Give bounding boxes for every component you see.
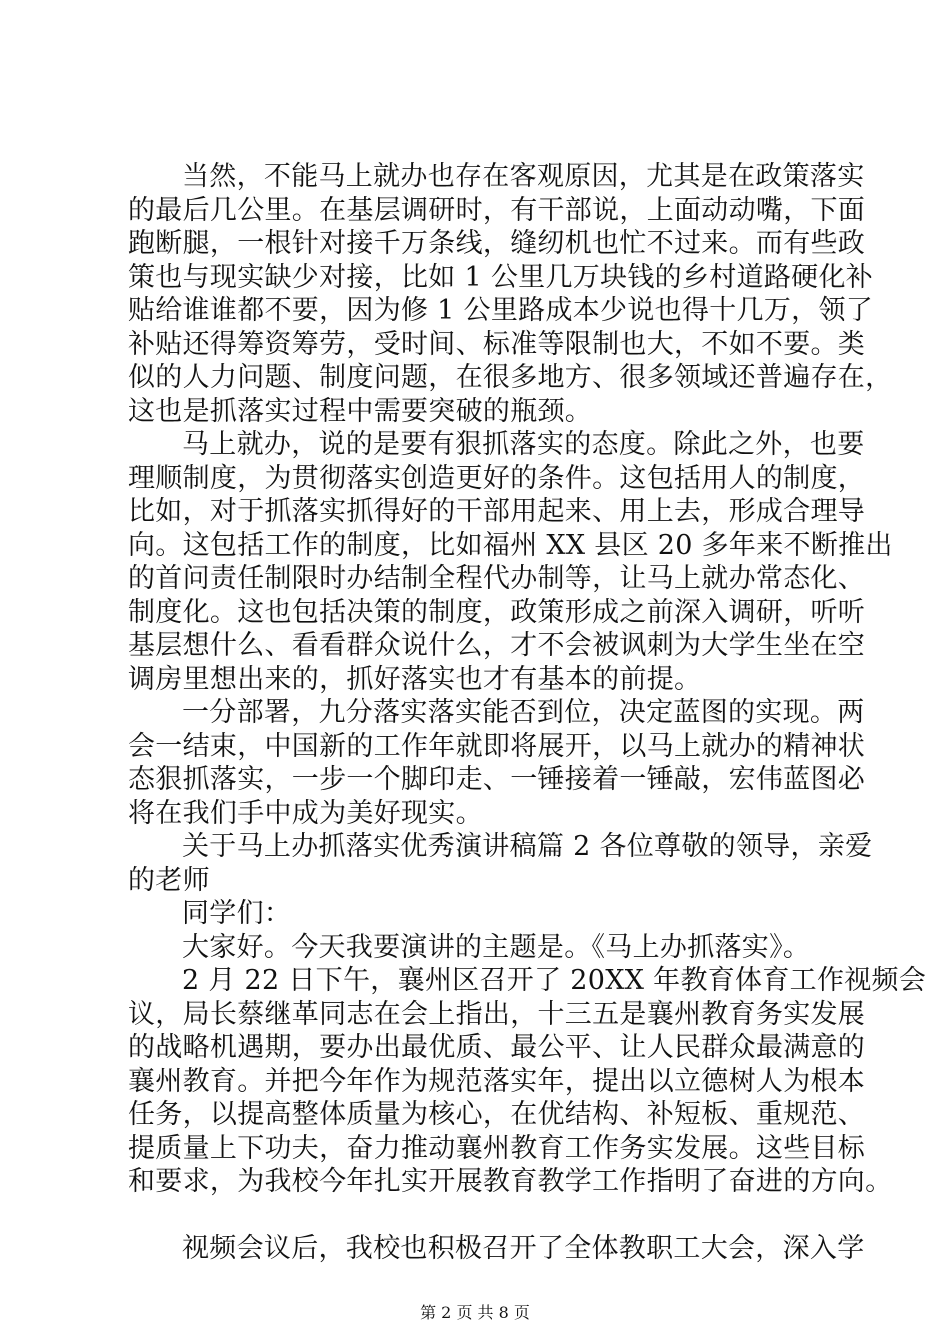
- text-line: 任务，以提高整体质量为核心，在优结构、补短板、重规范、: [128, 1099, 866, 1130]
- text-line: 议，局长蔡继革同志在会上指出，十三五是襄州教育务实发展: [128, 998, 866, 1030]
- text-line: 大家好。今天我要演讲的主题是。《马上办抓落实》。: [182, 931, 811, 963]
- text-line: 的老师: [128, 864, 210, 896]
- text-line: 的最后几公里。在基层调研时，有干部说，上面动动嘴，下面: [128, 194, 866, 226]
- text-line: 比如，对于抓落实抓得好的干部用起来、用上去，形成合理导: [128, 496, 866, 527]
- text-line: 马上就办，说的是要有狠抓落实的态度。除此之外，也要: [182, 429, 865, 460]
- text-line: 视频会议后，我校也积极召开了全体教职工大会，深入学: [182, 1232, 865, 1264]
- paragraph-gap: [128, 1199, 844, 1232]
- text-line: 制度化。这也包括决策的制度，政策形成之前深入调研，听听: [128, 596, 866, 628]
- text-line: 2 月 22 日下午，襄州区召开了 20XX 年教育体育工作视频会: [182, 965, 927, 996]
- text-line: 调房里想出来的，抓好落实也才有基本的前提。: [128, 663, 702, 695]
- text-line: 理顺制度，为贯彻落实创造更好的条件。这包括用人的制度，: [128, 462, 866, 494]
- text-line: 和要求，为我校今年扎实开展教育教学工作指明了奋进的方向。: [128, 1166, 893, 1197]
- text-line: 提质量上下功夫，奋力推动襄州教育工作务实发展。这些目标: [128, 1132, 866, 1164]
- text-line: 态狠抓落实，一步一个脚印走、一锤接着一锤敲，宏伟蓝图必: [128, 764, 866, 795]
- text-line: 一分部署，九分落实落实能否到位，决定蓝图的实现。两: [182, 697, 865, 728]
- section-heading-line: 关于马上办抓落实优秀演讲稿篇 2 各位尊敬的领导，亲爱: [182, 831, 873, 862]
- text-line: 当然，不能马上就办也存在客观原因，尤其是在政策落实: [182, 161, 865, 192]
- text-line: 向。这包括工作的制度，比如福州 XX 县区 20 多年来不断推出: [128, 529, 893, 561]
- page-number-footer: 第 2 页 共 8 页: [420, 1303, 530, 1322]
- text-line: 基层想什么、看看群众说什么，才不会被讽刺为大学生坐在空: [128, 630, 866, 661]
- text-line: 襄州教育。并把今年作为规范落实年，提出以立德树人为根本: [128, 1065, 866, 1097]
- text-line: 的首问责任制限时办结制全程代办制等，让马上就办常态化、: [128, 563, 866, 594]
- text-line: 贴给谁谁都不要，因为修 1 公里路成本少说也得十几万，领了: [128, 295, 874, 326]
- text-line: 这也是抓落实过程中需要突破的瓶颈。: [128, 395, 593, 427]
- text-line: 的战略机遇期，要办出最优质、最公平、让人民群众最满意的: [128, 1032, 866, 1063]
- text-line: 补贴还得筹资筹劳，受时间、标准等限制也大，不如不要。类: [128, 328, 866, 360]
- document-body: [128, 160, 927, 1265]
- text-line: 跑断腿，一根针对接千万条线，缝纫机也忙不过来。而有些政: [128, 228, 866, 259]
- salutation-line: 同学们：: [182, 898, 292, 929]
- text-line: 将在我们手中成为美好现实。: [128, 797, 483, 829]
- text-line: 策也与现实缺少对接，比如 1 公里几万块钱的乡村道路硬化补: [128, 261, 874, 293]
- text-line: 会一结束，中国新的工作年就即将展开，以马上就办的精神状: [128, 730, 866, 762]
- text-line: 似的人力问题、制度问题，在很多地方、很多领域还普遍存在，: [128, 362, 893, 393]
